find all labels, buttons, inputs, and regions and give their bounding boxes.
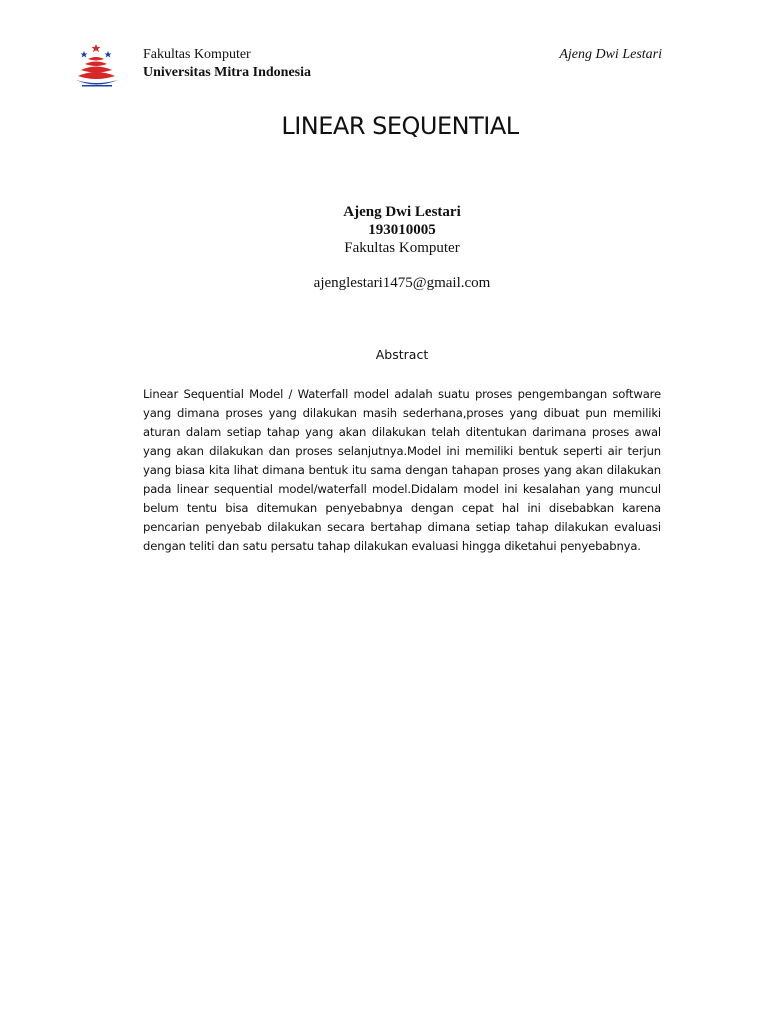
author-faculty: Fakultas Komputer bbox=[344, 240, 460, 256]
header-university: Universitas Mitra Indonesia bbox=[143, 65, 311, 80]
author-email: ajenglestari1475@gmail.com bbox=[313, 275, 491, 291]
abstract-heading: Abstract bbox=[375, 347, 429, 362]
running-header bbox=[143, 46, 311, 82]
author-block bbox=[0, 203, 768, 257]
university-logo-icon bbox=[74, 42, 120, 88]
header-author: Ajeng Dwi Lestari bbox=[559, 47, 662, 62]
paper-title: LINEAR SEQUENTIAL bbox=[281, 112, 519, 140]
author-name: Ajeng Dwi Lestari bbox=[343, 204, 461, 220]
student-id: 193010005 bbox=[368, 222, 436, 238]
header-faculty: Fakultas Komputer bbox=[143, 47, 251, 62]
abstract-body: Linear Sequential Model / Waterfall model adalah suatu proses pengembangan software yang dimana proses yang dilakukan masih sederhana,proses yang dibuat pun memiliki aturan dalam setiap tahap yang akan dilakukan telah ditentukan darimana proses awal yang akan dilakukan dan proses selanjutnya.Model ini memiliki bentuk seperti air terjun yang biasa kita lihat dimana bentuk itu sama dengan tahapan proses yang akan dilakukan pada linear sequential model/waterfall model.Didalam model ini kesalahan yang muncul belum tentu bisa ditemukan penyebabnya dengan cepat hal ini disebabkan karena pencarian penyebab dilakukan secara bertahap dimana setiap tahap dilakukan evaluasi dengan teliti dan satu persatu tahap dilakukan evaluasi hingga diketahui penyebabnya. bbox=[143, 387, 661, 553]
